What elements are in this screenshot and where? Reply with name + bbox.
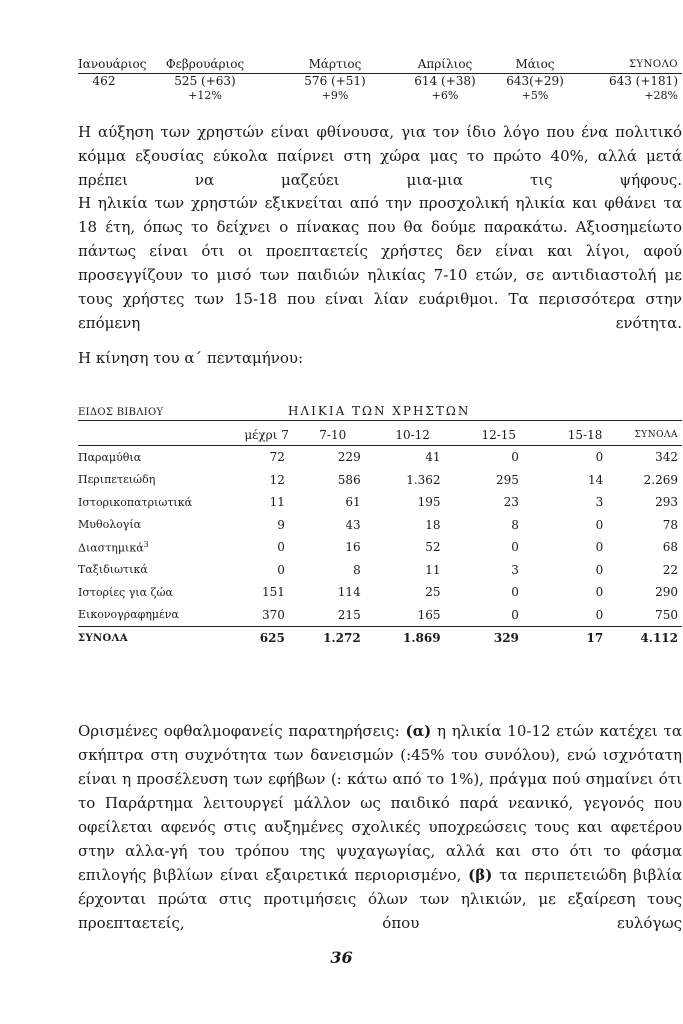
age-count-cell: 25	[425, 585, 441, 600]
totals-column-header: ΣΥΝΟΛΑ	[625, 425, 682, 446]
month-percent: +5%	[521, 89, 549, 102]
book-type-label	[78, 446, 224, 469]
age-count-cell: 8	[353, 562, 361, 577]
page-number: 36	[330, 948, 353, 967]
age-count-cell: 14	[587, 472, 604, 487]
book-table-row	[78, 559, 682, 582]
age-count-cell: 23	[503, 495, 519, 510]
paragraph-observations	[78, 719, 682, 935]
month-percent	[78, 89, 130, 103]
row-total-cell: 293	[655, 495, 678, 510]
book-type-label	[78, 581, 224, 604]
book-type-label	[78, 491, 224, 514]
book-type-label	[78, 604, 224, 627]
grand-total-cell: 4.112	[625, 627, 682, 650]
row-total-cell: 68	[662, 540, 678, 555]
age-count-cell: 0	[511, 450, 519, 465]
age-count-cell: 43	[345, 517, 361, 532]
age-column-header: 10-12	[373, 425, 453, 446]
book-type-text: Εικονογραφημένα	[78, 608, 179, 622]
book-type-text: Μυθολογία	[78, 518, 142, 532]
monthly-table-header	[78, 56, 682, 74]
row-total-cell: 78	[662, 517, 678, 532]
book-table-title-row	[78, 398, 682, 421]
age-count-cell: 0	[595, 517, 604, 532]
table-caption: Η κίνηση του α΄ πενταμήνου:	[78, 349, 304, 367]
month-header: Φεβρουάριος	[165, 57, 245, 71]
monthly-values-row	[78, 74, 682, 89]
age-count-cell: 370	[261, 607, 285, 622]
point-b-marker: (β)	[468, 866, 493, 884]
book-type-age-table	[78, 398, 682, 650]
age-count-cell: 8	[511, 517, 519, 532]
total-header: ΣΥΝΟΛΟ	[628, 59, 678, 70]
age-count-cell: 9	[277, 517, 285, 532]
age-column-header: 7-10	[293, 425, 373, 446]
book-type-label	[78, 559, 224, 582]
age-count-cell: 11	[425, 562, 441, 577]
age-count-cell: 114	[337, 585, 361, 600]
total-cell: 17	[545, 627, 625, 650]
total-cell: 1.869	[373, 627, 453, 650]
row-total-cell: 342	[655, 450, 678, 465]
age-count-cell: 295	[496, 472, 519, 487]
age-count-cell: 0	[511, 607, 519, 622]
book-type-label	[78, 536, 224, 559]
age-count-cell: 151	[261, 585, 285, 600]
book-type-text: Διαστημικά	[78, 541, 144, 555]
month-value: 462	[92, 74, 116, 88]
total-cell: 1.272	[293, 627, 373, 650]
age-count-cell: 586	[337, 472, 361, 487]
book-table-row	[78, 604, 682, 627]
total-cell: 625	[224, 627, 293, 650]
book-type-text: Περιπετειώδη	[78, 473, 156, 487]
age-count-cell: 0	[595, 450, 604, 465]
book-table-row	[78, 581, 682, 604]
age-count-cell: 165	[417, 607, 441, 622]
book-type-text: Παραμύθια	[78, 450, 142, 464]
book-type-title: ΕΙΔΟΣ ΒΙΒΛΙΟΥ	[78, 407, 164, 418]
age-count-cell: 0	[511, 540, 519, 555]
paragraph-user-ages: Η ηλικία των χρηστών εξικνείται από την προσχολική ηλικία και φθάνει τα 18 έτη, όπως το δείχνει ο πίνακας που θα δούμε παρακάτω. Αξιοσημείωτο πάντως είναι ότι οι προεπταετείς χρήστες δεν είναι και λίγοι, αφού προσεγγίζουν το μισό των παιδιών ηλικίας 7-10 ετών, σε αντιδιαστολή με τους χρήστες των 15-18 που είναι λίαν ευάριθμοι. Τα περισσότερα στην επόμενη ενότητα.	[78, 194, 682, 332]
total-cell: 329	[453, 627, 545, 650]
total-label: ΣΥΝΟΛΑ	[78, 627, 224, 650]
monthly-users-table	[78, 56, 682, 103]
point-a-marker: (α)	[405, 722, 432, 740]
age-column-header: 15-18	[545, 425, 625, 446]
month-percent: +12%	[188, 89, 222, 102]
age-count-cell: 61	[345, 495, 361, 510]
month-header: Μάιος	[515, 57, 555, 71]
book-type-label	[78, 469, 224, 492]
age-count-cell: 0	[595, 562, 604, 577]
row-total-cell: 750	[655, 607, 678, 622]
age-count-cell: 12	[269, 472, 285, 487]
row-total-cell: 2.269	[643, 472, 678, 487]
age-count-cell: 11	[269, 495, 285, 510]
age-count-cell: 16	[345, 540, 361, 555]
month-header: Απρίλιος	[417, 57, 473, 71]
row-total-cell: 290	[655, 585, 678, 600]
age-count-cell: 215	[337, 607, 361, 622]
age-count-cell: 195	[417, 495, 441, 510]
age-count-cell: 0	[277, 562, 285, 577]
age-count-cell: 52	[425, 540, 441, 555]
month-value: 643(+29)	[506, 74, 564, 88]
age-count-cell: 72	[269, 450, 285, 465]
age-count-cell: 0	[595, 585, 604, 600]
book-table-row	[78, 514, 682, 537]
book-table-grid	[78, 425, 682, 650]
observations-point-a: η ηλικία 10-12 ετών κατέχει τα σκήπτρα στη συχνότητα των δανεισμών (:45% του συνόλου), ενώ ισχνότατη είναι η προσέλευση των εφήβων (: κάτω από το 1%), πράγμα πού σημαίνει ότι το Παράρτημα λειτουργεί μάλλον ως παιδικό παρά νεανικό, γεγονός που οφείλεται αφενός στις αυξημένες σχολικές υποχρεώσεις τους και αφετέρου στην αλλα-γή του τρόπου της ψυχαγωγίας, αλλά και στο ότι το φάσμα επιλογής βιβλίων είναι εξαιρετικά περιορισμένο,	[78, 722, 682, 884]
age-count-cell: 0	[595, 540, 604, 555]
age-count-cell: 1.362	[406, 472, 441, 487]
age-column-header: μέχρι 7	[224, 425, 293, 446]
monthly-percent-row	[78, 89, 682, 103]
month-value: 614 (+38)	[414, 74, 476, 88]
book-table-row	[78, 446, 682, 469]
age-count-cell: 0	[277, 540, 285, 555]
book-table-row	[78, 536, 682, 559]
total-percent: +28%	[644, 89, 678, 102]
blank-header	[78, 425, 224, 446]
book-type-text: Ιστορικοπατριωτικά	[78, 495, 193, 509]
book-type-text: Ταξιδιωτικά	[78, 563, 148, 577]
book-table-row	[78, 491, 682, 514]
age-count-cell: 0	[595, 607, 604, 622]
age-count-cell: 3	[511, 562, 519, 577]
month-percent: +9%	[321, 89, 349, 102]
age-column-header: 12-15	[453, 425, 545, 446]
row-total-cell: 22	[662, 562, 678, 577]
age-count-cell: 18	[425, 517, 441, 532]
month-header: Μάρτιος	[308, 57, 362, 71]
age-count-cell: 0	[511, 585, 519, 600]
month-header: Ιανουάριος	[78, 57, 147, 71]
book-table-row	[78, 469, 682, 492]
book-type-text: Ιστορίες για ζώα	[78, 585, 173, 599]
age-count-cell: 3	[595, 495, 604, 510]
month-value: 525 (+63)	[174, 74, 236, 88]
age-count-cell: 41	[425, 450, 441, 465]
age-group-title: ΗΛΙΚΙΑ ΤΩΝ ΧΡΗΣΤΩΝ	[288, 404, 471, 418]
book-table-total-row	[78, 627, 682, 650]
age-count-cell: 229	[337, 450, 361, 465]
month-percent: +6%	[431, 89, 459, 102]
observations-point-b: τα περιπετειώδη βιβλία έρχονται πρώτα στις προτιμήσεις όλων των ηλικιών, με εξαίρεση τους προεπταετείς, όπου ευλόγως	[78, 866, 682, 932]
paragraph-decreasing-growth: Η αύξηση των χρηστών είναι φθίνουσα, για τον ίδιο λόγο που ένα πολιτικό κόμμα εξουσίας εύκολα παίρνει στη χώρα μας το πρώτο 40%, αλλά μετά πρέπει να μαζεύει μια-μια τις ψήφους.	[78, 123, 682, 189]
book-type-label	[78, 514, 224, 537]
footnote-marker: 3	[143, 539, 149, 549]
book-table-column-headers	[78, 425, 682, 446]
month-value: 576 (+51)	[304, 74, 366, 88]
total-value: 643 (+181)	[608, 74, 678, 88]
observations-intro: Ορισμένες οφθαλμοφανείς παρατηρήσεις:	[78, 722, 406, 740]
